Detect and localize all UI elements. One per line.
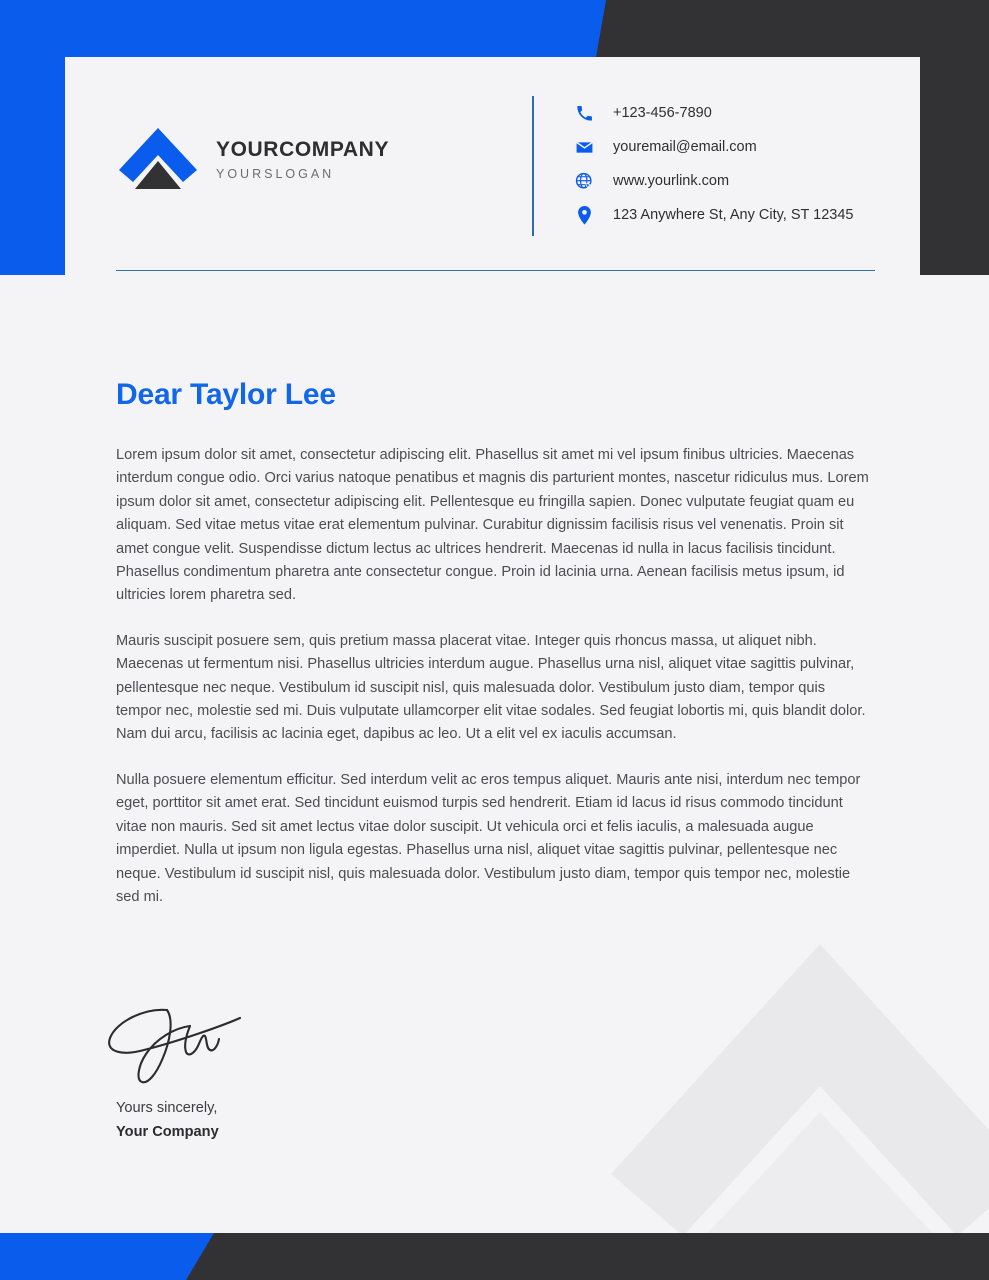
logo-watermark (605, 936, 989, 1236)
letter-signoff (116, 1096, 219, 1144)
brand-wordmark (216, 138, 389, 184)
contact-info-block (532, 96, 853, 236)
location-pin-icon (572, 204, 596, 226)
contact-row-phone[interactable] (572, 96, 853, 130)
letter-paragraph: Nulla posuere elementum efficitur. Sed interdum velit ac eros tempus aliquet. Mauris ante nisi, interdum nec tempor eget, porttitor sit amet erat. Sed tincidunt euismod turpis sed hendrerit. Etiam id lacus id risus commodo tincidunt vitae non mauris. Sed sit amet lectus vitae dolor suscipit. Ut vehicula orci et felis iaculis, a malesuada augue imperdiet. Nulla ut ipsum non ligula egestas. Phasellus urna nisl, aliquet vitae sagittis pulvinar, pellentesque nec neque. Vestibulum id suscipit nisl, quis malesuada dolor. Vestibulum justo diam, tempor quis tempor nec, molestie sed mi. (116, 771, 861, 905)
brand-logo-lockup (116, 125, 389, 197)
contact-row-website[interactable] (572, 164, 853, 198)
globe-icon (572, 170, 596, 192)
contact-row-address[interactable] (572, 198, 853, 232)
contact-email-text: youremail@email.com (613, 139, 757, 155)
letter-paragraph: Lorem ipsum dolor sit amet, consectetur adipiscing elit. Phasellus sit amet mi vel ipsum finibus ultricies. Maecenas interdum congue odio. Orci varius natoque penatibus et magnis dis parturient montes, nascetur ridiculus mus. Lorem ipsum dolor sit amet, consectetur adipiscing elit. Pellentesque eu fringilla sapien. Donec vulputate feugiat quam eu aliquam. Sed vitae metus vitae erat elementum pulvinar. Curabitur dignissim facilisis risus vel venenatis. Proin sit amet congue velit. Suspendisse dictum lectus ac ultrices hendrerit. Maecenas id nulla in lacus facilisis tincidunt. Phasellus condimentum pharetra ante consectetur congue. Proin id lacinia urna. Aenean facilisis metus ipsum, id ultricies lorem pharetra sed. (116, 447, 869, 604)
contact-address-text: 123 Anywhere St, Any City, ST 12345 (613, 207, 854, 223)
company-slogan: YOURSLOGAN (216, 167, 335, 182)
letter-paragraph: Mauris suscipit posuere sem, quis pretium massa placerat vitae. Integer quis rhoncus massa, ut aliquet nibh. Maecenas ut fermentum nisi. Phasellus ultricies interdum augue. Phasellus urna nisl, aliquet vitae sagittis pulvinar, pellentesque nec neque. Vestibulum id suscipit nisl, quis malesuada dolor. Vestibulum justo diam, tempor quis tempor nec, molestie sed mi. Duis vulputate ullamcorper elit vitae sodales. Sed feugiat lobortis mi, quis blandit dolor. Nam dui arcu, facilisis ac lacinia eget, dapibus ac leo. Ut a elit vel ex iaculis accumsan. (116, 632, 866, 743)
letter-greeting: Dear Taylor Lee (116, 378, 336, 411)
phone-icon (572, 102, 596, 124)
handwritten-signature (104, 998, 284, 1090)
company-logo-icon (116, 125, 200, 197)
footer-decoration-band (0, 1233, 989, 1280)
company-name: YOURCOMPANY (216, 137, 390, 161)
signer-name: Your Company (116, 1124, 219, 1140)
closing-text: Yours sincerely, (116, 1100, 218, 1116)
contact-row-email[interactable] (572, 130, 853, 164)
email-icon (572, 136, 596, 158)
contact-website-text: www.yourlink.com (613, 173, 730, 189)
header-divider-line (116, 270, 875, 271)
letter-body (116, 444, 873, 931)
contact-phone-text: +123-456-7890 (613, 105, 712, 121)
